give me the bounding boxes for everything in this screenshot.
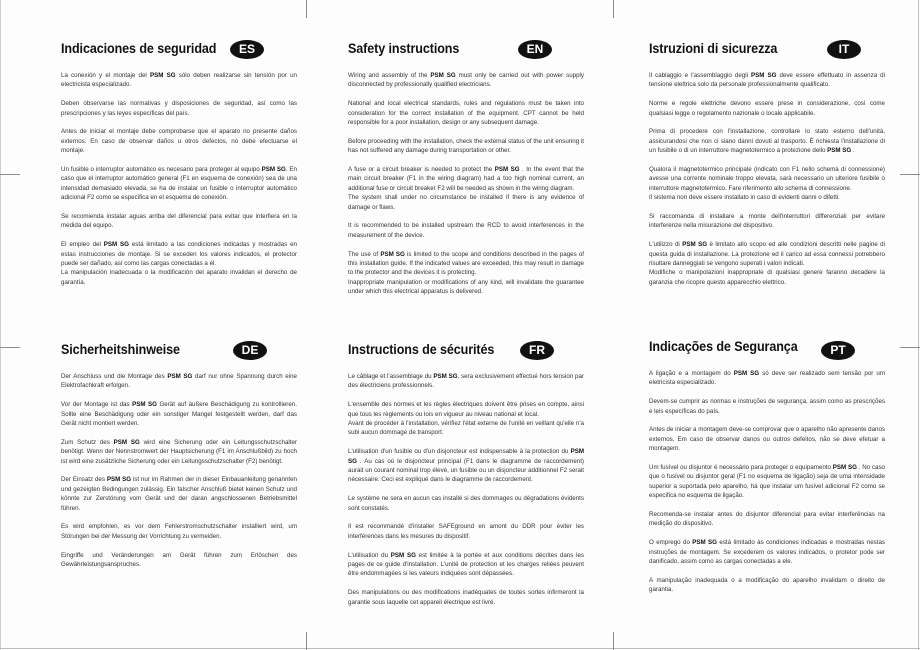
section-body — [61, 372, 297, 569]
paragraph: Zum Schutz des PSM SG wird eine Sicherung oder ein Leitungsschutzschalter benötigt. Wenn der Nennstromwert der Hauptsicherung (F1 im Anschlußbild) zu hoch ist wird eine zusätzliche Sicherung oder ein Leitungsschutzschalter (F2) benötigt. — [61, 438, 297, 465]
paragraph: Antes de iniciar a montagem deve-se comprovar que o aparelho não apresente danos externos. Em caso de observar danos ou outros defeitos, não se deve efetuar a montagem. — [649, 426, 885, 453]
section-fr — [348, 341, 584, 616]
product-name: PSM SG — [167, 373, 193, 380]
paragraph: Wiring and assembly of the PSM SG must only be carried out with power supply disconnected by professionally qualified electricians. — [348, 72, 584, 89]
product-name: PSM SG — [261, 166, 286, 174]
paragraph: L'utilisation du PSM SG est limitée à la portée et aux conditions décrites dans les pages de ce guide d'installation. L'unité de protection et les charges reliées peuvent être endommagées si les valeurs indiquées sont dépassées. — [348, 551, 584, 578]
paragraph: Antes de iniciar el montaje debe comprobarse que el aparato no presente daños externos. En caso de observar daños u otros defectos, no debe efectuarse el montaje. — [61, 128, 297, 155]
section-body — [649, 369, 885, 595]
paragraph: O emprego do PSM SG está limitado às condiciones indicadas e mostradas nestas instruções de montagem. Se excederem os valores indicados, o protetor pode ser danificado, assim como as cargas conectadas a ele. — [649, 539, 885, 566]
paragraph: Prima di procedere con l'installazione, controllare lo stato esterno dell'unità, assicurandosi che non ci siano danni dovuti al trasporto. È richiesta l'installazione di un fusibile o di un interruttore magnetotermico a protezione dello PSM SG . — [649, 128, 885, 155]
product-name: PSM SG — [380, 250, 405, 258]
product-name: PSM SG — [106, 476, 132, 484]
paragraph: L'utilisation d'un fusible ou d'un disjoncteur est indispensable à la protection du PSM SG . Au cas où le disjoncteur principal (F1 dans le diagramme de raccordement) aurait un courant nominal trop élevé, un fusible ou un disjoncteur additionnel F2 serait nécessaire. Ceci est expliqué dans le diagramme de raccordement. — [348, 448, 584, 484]
paragraph: It is recommended to be installed upstream the RCD to avoid interferences in the measurement of the device. — [348, 222, 584, 239]
paragraph: Il cablaggio e l'assemblaggio degli PSM SG deve essere effettuato in assenza di tensione elettrica solo da personale professionalmente qualificato. — [649, 72, 885, 89]
section-pt — [649, 338, 885, 604]
section-body — [649, 71, 885, 287]
paragraph: Vor der Montage ist das PSM SG Gerät auf äußere Beschädigung zu kontrollieren. Sollte eine Beschädigung oder ein sonstiger Mangel festgestellt werden, darf das Gerät nicht montiert werden. — [61, 401, 297, 428]
paragraph: Il est recommandé d'installer SAFEground en amont du DDR pour éviter les interférences dans les mesures du dispositif. — [348, 523, 584, 540]
paragraph: La conexión y el montaje del PSM SG sólo deben realizarse sin tensión por un electricista especializado. — [61, 72, 297, 89]
page-edge-left — [0, 0, 1, 650]
paragraph: Eingriffe und Veränderungen am Gerät führen zum Erlöschen des Gewährleistungsanspruches. — [61, 551, 297, 569]
section-title: Istruzioni di sicurezza — [649, 41, 778, 56]
product-name: PSM SG — [390, 551, 416, 559]
paragraph: Der Einsatz des PSM SG ist nur im Rahmen der in dieser Einbauanleitung genannten und gezeigten Bedingungen zulässig. Ein falscher Anschluß bietet keinen Schutz und könnte zur Zerstörung vom Gerät und der daran angschlossenen Betriebsmittel führen. — [61, 476, 297, 512]
product-name: PSM SG — [433, 373, 458, 380]
product-name: PSM SG — [150, 72, 176, 79]
paragraph: Si raccomanda di installare a monte dell'interruttori differenziali per evitare interferenze nella misurazione del dispositivo. — [649, 213, 885, 230]
product-name: PSM SG — [103, 241, 129, 249]
paragraph: The use of PSM SG is limited to the scope and conditions described in the pages of this installation guide. If the indicated values are exceeded, this may result in damage to the protector and the devices it is protecting. Inappropriate manipulation or modifications of any kind, will invalidate the guarantee under which this electrical apparatus is delivered. — [348, 250, 584, 296]
paragraph: Recomenda-se instalar antes do disjuntor diferencial para evitar interferências na medição do dispositivo. — [649, 511, 885, 528]
paragraph: A ligação e a montagem do PSM SG só deve ser realizado sem tensão por um eletricista especializado. — [649, 370, 885, 387]
section-title: Safety instructions — [348, 41, 460, 56]
section-body — [348, 372, 584, 607]
product-name: PSM SG — [827, 147, 852, 155]
paragraph: El empleo del PSM SG está limitado a las condiciones indicadas y mostradas en estas instrucciones de montaje. Si se exceden los valores indicados, el protector puede ser dañado, así como las cargas conectadas a él. La manipulación inadecuada o la modificación del aparato invalidan el derecho de garantía. — [61, 241, 297, 286]
page-edge-right — [918, 0, 919, 650]
paragraph: Le câblage et l'assemblage du PSM SG, sera exclusivement effectué hors tension par des électriciens professionnels. — [348, 373, 584, 390]
section-title: Instructions de sécurités — [348, 342, 495, 357]
paragraph: A fuse or a circuit breaker is needed to protect the PSM SG . In the event that the main circuit breaker (F1 in the wiring diagram) had a too high nominal current, an additional fuse or circuit breaker F2 will be needed as shown in the wiring diagram. The system shall under no circumstance be installed if there is any evidence of damage or flaws. — [348, 166, 584, 211]
product-name: PSM SG — [132, 401, 157, 409]
paragraph: L'ensemble des normes et les règles électriques doivent être prises en compte, ainsi que tous les règlements ou lois en vigueur au niveau national et local. Avant de procéder à l'installation, vérifiez l'état externe de l'unité en veillant qu'elle n'a subi aucun dommage de transport. — [348, 401, 584, 437]
section-it — [649, 40, 885, 297]
product-name: PSM SG — [751, 72, 777, 79]
crop-mark-top-1 — [306, 0, 307, 18]
paragraph: Um fusível ou disjuntor é necessário para proteger o equipamento PSM SG . No caso que o fusível ou disjuntor geral (F1 no esquema de ligação) seja de uma intensidade superior a suportada pelo aparelho, há que instalar um fusível adicional F2 como se especifica no esquema de ligação. — [649, 464, 885, 500]
fold-mark-right-1 — [900, 174, 920, 175]
product-name: PSM SG — [733, 370, 760, 377]
paragraph: Le système ne sera en aucun cas installé si des dommages ou dégradations évidents sont constatés. — [348, 495, 584, 512]
crop-mark-top-2 — [613, 0, 614, 18]
product-name: PSM SG — [692, 539, 717, 547]
fold-mark-right-2 — [900, 347, 920, 348]
paragraph: National and local electrical standards, rules and regulations must be taken into consideration for the correct installation of the equipment. CPT cannot be held responsible for a poor installation, design or any subsequent damage. — [348, 100, 584, 127]
product-name: PSM SG — [113, 438, 140, 446]
fold-mark-left-1 — [0, 174, 20, 175]
section-es — [61, 40, 297, 297]
product-name: PSM SG — [682, 241, 708, 249]
section-en — [348, 40, 584, 306]
paragraph: Devem-se cumprir as normas e instruções de segurança, assim como as prescrições e leis específicas do país. — [649, 398, 885, 415]
product-name: PSM SG — [494, 166, 520, 174]
crop-mark-bottom-2 — [613, 632, 614, 650]
product-name: PSM SG — [348, 448, 584, 465]
paragraph: Es wird empfohlen, es vor dem Fehlerstromschutzschalter installiert wird, um Störungen bei der Messung der Vorrichtung zu vermeiden. — [61, 523, 297, 540]
paragraph: Deben observarse las normativas y disposiciones de seguridad, así como las prescripciones y las leyes específicas del país. — [61, 100, 297, 117]
paragraph: Des manipulations ou des modifications inadéquates de toutes sortes infirmeront la garantie sous laquelle cet appareil électrique est livré. — [348, 589, 584, 606]
paragraph: Before proceeding with the installation, check the external status of the unit ensuring it has not suffered any damage during transportation or other. — [348, 137, 584, 155]
paragraph: Qualora il magnetotermico principale (indicato con F1 nello schema di connessione) avesse una corrente nominale troppo elevata, sarà necessario un ulteriore fusibile o interruttore magnetotermico. Fare riferimento allo schema di connessione. Il sistema non deve essere installato in caso di evidenti danni o difetti. — [649, 166, 885, 202]
paragraph: Se recomienda instalar aguas arriba del diferencial para evitar que interfiera en la medida del equipo. — [61, 213, 297, 230]
paragraph: Un fusible o interruptor automático es necesario para proteger al equipo PSM SG. En caso que el interruptor automático general (F1 en esquema de conexión) sea de una intensidad demasiado elevada, se ha de instalar un fusible o interruptor automático adicional F2 como se especifica en el esquema de conexión. — [61, 166, 297, 202]
language-badge-es: ES — [230, 40, 264, 59]
paragraph: A manipulação inadequada o a modificação do aparelho invalidam o direito de garantia. — [649, 576, 885, 594]
section-title: Sicherheitshinweise — [61, 342, 180, 357]
paragraph: L'utilizzo di PSM SG è limitato allo scopo ed alle condizioni descritti nelle pagine di questa guida di installazione. La protezione ed il carico ad essa connessi potrebbero risultare danneggiati se vengono superati i valori indicati. Modifiche o manipolazioni inappropriate di qualsiasi genere faranno decadere la garanzia che ricopre questo apparecchio elettrico. — [649, 241, 885, 286]
fold-mark-left-2 — [0, 347, 20, 348]
section-body — [348, 71, 584, 297]
language-badge-de: DE — [233, 341, 267, 360]
crop-mark-bottom-1 — [306, 632, 307, 650]
section-title: Indicaciones de seguridad — [61, 41, 217, 56]
section-body — [61, 71, 297, 287]
language-badge-it: IT — [827, 40, 861, 59]
section-title: Indicações de Segurança — [649, 339, 798, 354]
language-badge-en: EN — [518, 40, 552, 59]
product-name: PSM SG — [430, 72, 456, 79]
product-name: PSM SG — [832, 464, 857, 472]
page-edge-bottom — [0, 648, 920, 649]
language-badge-pt: PT — [821, 341, 855, 360]
paragraph: Der Anschluss und die Montage des PSM SG darf nur ohne Spannung durch eine Elektrofachkraft erfolgen. — [61, 373, 298, 390]
language-badge-fr: FR — [520, 341, 554, 360]
paragraph: Norme e regole elettriche devono essere prese in considerazione, così come qualsiasi legge o regolamento nazionale o locale applicabile. — [649, 100, 885, 117]
section-de — [61, 341, 297, 579]
